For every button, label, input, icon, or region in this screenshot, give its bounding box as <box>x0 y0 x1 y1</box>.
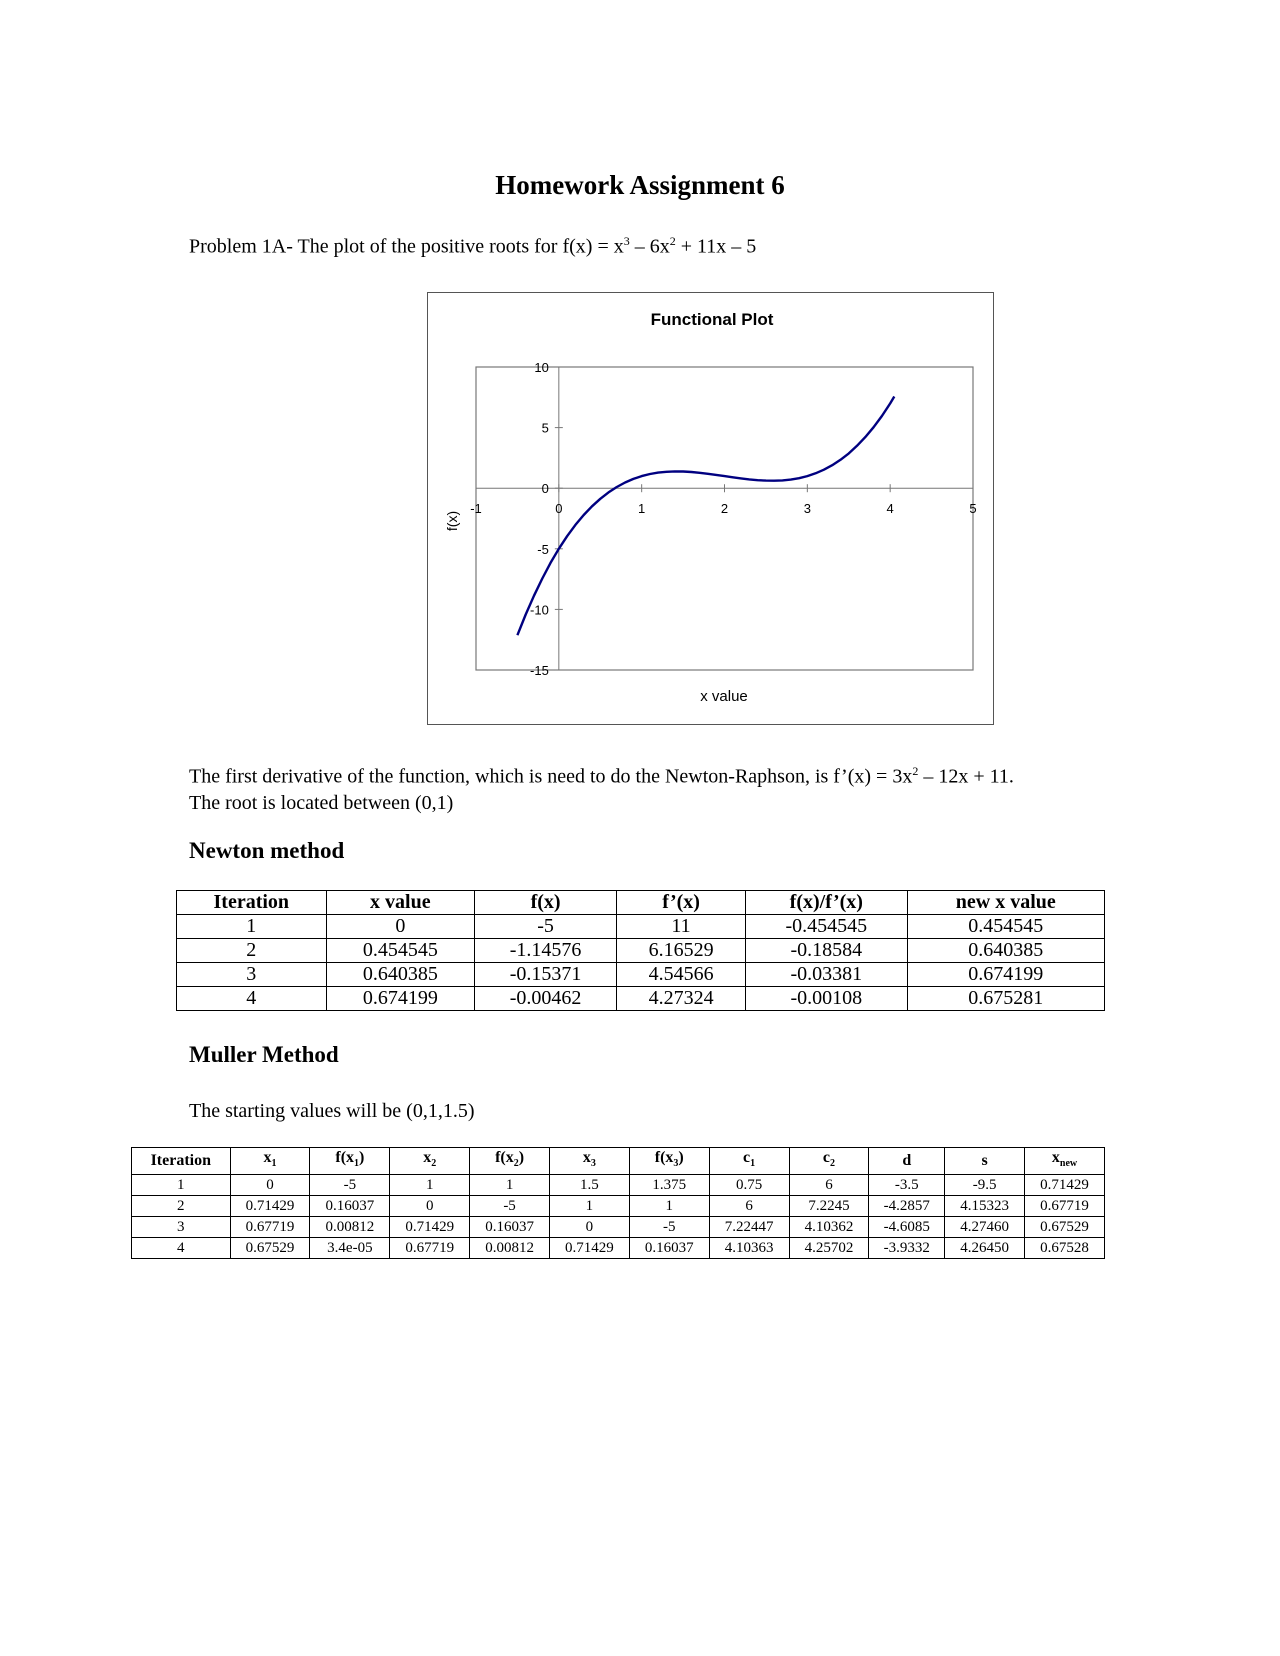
muller-section-title: Muller Method <box>189 1042 339 1067</box>
table-cell: -0.15371 <box>475 963 617 987</box>
table-cell: 0 <box>549 1217 629 1238</box>
table-cell: 1 <box>132 1175 231 1196</box>
table-cell: -0.454545 <box>746 915 908 939</box>
y-tick-label: 5 <box>541 420 549 436</box>
y-axis-label: f(x) <box>444 510 460 532</box>
table-row <box>177 915 1105 939</box>
header-subscript: 1 <box>750 1158 756 1170</box>
problem-statement <box>189 234 756 259</box>
table-cell: 0 <box>390 1196 470 1217</box>
header-close: ) <box>359 1149 365 1166</box>
table-cell: -0.18584 <box>746 939 908 963</box>
header-base: x <box>263 1149 272 1166</box>
table-cell: 4.27324 <box>617 987 746 1011</box>
x-tick-label: 5 <box>969 501 977 517</box>
muller-header-cell <box>230 1148 310 1175</box>
functional-plot-chart <box>427 292 994 725</box>
table-cell: 0 <box>326 915 475 939</box>
table-cell: -5 <box>470 1196 550 1217</box>
table-cell: 4.10362 <box>789 1217 869 1238</box>
table-cell: 7.2245 <box>789 1196 869 1217</box>
header-close: ) <box>678 1149 684 1166</box>
muller-header-cell <box>310 1148 390 1175</box>
table-cell: 1 <box>629 1196 709 1217</box>
newton-header-cell: f’(x) <box>617 891 746 915</box>
muller-header-cell <box>132 1148 231 1175</box>
table-cell: 4.15323 <box>945 1196 1025 1217</box>
muller-header-cell <box>789 1148 869 1175</box>
muller-header-cell <box>709 1148 789 1175</box>
muller-header-cell <box>869 1148 945 1175</box>
problem-prefix: Problem 1A- The plot of the positive roots for f(x) = x <box>189 235 624 258</box>
derivative-prefix: The first derivative of the function, which is need to do the Newton-Raphson, is f’(x) = 3x <box>189 765 913 788</box>
table-cell: 0.00812 <box>470 1238 550 1259</box>
table-cell: 7.22447 <box>709 1217 789 1238</box>
table-cell: 0.71429 <box>230 1196 310 1217</box>
muller-header-cell <box>945 1148 1025 1175</box>
muller-table <box>131 1147 1105 1259</box>
x-tick-label: 0 <box>555 501 563 517</box>
table-cell: 2 <box>177 939 327 963</box>
table-cell: 0.16037 <box>629 1238 709 1259</box>
header-base: x <box>582 1149 591 1166</box>
table-cell: -0.00462 <box>475 987 617 1011</box>
table-cell: 0.640385 <box>907 939 1104 963</box>
table-cell: -5 <box>475 915 617 939</box>
header-base: c <box>743 1149 751 1166</box>
chart-canvas <box>428 293 995 726</box>
newton-header-cell: f(x) <box>475 891 617 915</box>
table-row <box>177 963 1105 987</box>
table-cell: 4.54566 <box>617 963 746 987</box>
table-cell: 0.71429 <box>390 1217 470 1238</box>
newton-header-cell: f(x)/f’(x) <box>746 891 908 915</box>
table-cell: 6.16529 <box>617 939 746 963</box>
derivative-exponent: 2 <box>912 764 919 778</box>
header-base: f(x <box>495 1149 514 1166</box>
table-cell: 0.675281 <box>907 987 1104 1011</box>
header-subscript: 2 <box>431 1158 437 1170</box>
table-row <box>132 1175 1105 1196</box>
header-subscript: 1 <box>271 1158 277 1170</box>
table-cell: 0.67719 <box>1025 1196 1105 1217</box>
table-cell: 0.640385 <box>326 963 475 987</box>
header-subscript: 3 <box>673 1158 679 1170</box>
newton-header-cell: x value <box>326 891 475 915</box>
table-cell: 0.16037 <box>310 1196 390 1217</box>
table-cell: 3.4e-05 <box>310 1238 390 1259</box>
x-tick-label: 2 <box>720 501 729 517</box>
table-cell: 4.26450 <box>945 1238 1025 1259</box>
table-cell: 0.75 <box>709 1175 789 1196</box>
table-cell: 0.454545 <box>326 939 475 963</box>
table-cell: 0.67719 <box>390 1238 470 1259</box>
table-cell: -5 <box>629 1217 709 1238</box>
table-cell: 6 <box>709 1196 789 1217</box>
table-cell: 6 <box>789 1175 869 1196</box>
y-tick-label: -10 <box>530 602 549 618</box>
table-cell: 0.454545 <box>907 915 1104 939</box>
table-cell: 0.71429 <box>549 1238 629 1259</box>
table-cell: -5 <box>310 1175 390 1196</box>
table-cell: 0.674199 <box>326 987 475 1011</box>
table-cell: 0.00812 <box>310 1217 390 1238</box>
muller-header-cell <box>1025 1148 1105 1175</box>
muller-intro: The starting values will be (0,1,1.5) <box>189 1100 475 1122</box>
problem-exponent-2: 2 <box>669 234 676 248</box>
table-row <box>177 939 1105 963</box>
header-close: ) <box>518 1149 525 1166</box>
table-cell: 0.67529 <box>1025 1217 1105 1238</box>
table-cell: 4 <box>132 1238 231 1259</box>
problem-mid: – 6x <box>629 235 670 258</box>
header-subscript: 2 <box>829 1158 835 1170</box>
chart-title: Functional Plot <box>650 310 774 329</box>
table-cell: 1 <box>390 1175 470 1196</box>
table-cell: -9.5 <box>945 1175 1025 1196</box>
x-axis-label: x value <box>700 688 748 705</box>
table-cell: 4 <box>177 987 327 1011</box>
table-cell: 0.71429 <box>1025 1175 1105 1196</box>
table-cell: 4.27460 <box>945 1217 1025 1238</box>
derivative-line-1 <box>189 758 1014 790</box>
header-base: Iteration <box>150 1152 212 1170</box>
derivative-line-2: The root is located between (0,1) <box>189 791 454 814</box>
header-subscript: new <box>1059 1158 1078 1170</box>
table-cell: 3 <box>132 1217 231 1238</box>
table-cell: -0.03381 <box>746 963 908 987</box>
table-cell: 2 <box>132 1196 231 1217</box>
series-line <box>517 397 894 636</box>
table-cell: 1 <box>177 915 327 939</box>
header-base: c <box>822 1149 830 1166</box>
muller-header-row <box>132 1148 1105 1175</box>
table-cell: 4.10363 <box>709 1238 789 1259</box>
table-row <box>177 987 1105 1011</box>
problem-suffix: + 11x – 5 <box>675 235 757 258</box>
table-cell: 0.67528 <box>1025 1238 1105 1259</box>
table-cell: 1.375 <box>629 1175 709 1196</box>
newton-table <box>176 890 1105 1011</box>
muller-header-cell <box>549 1148 629 1175</box>
problem-exponent-3: 3 <box>623 234 630 248</box>
muller-header-cell <box>470 1148 550 1175</box>
table-cell: 0.674199 <box>907 963 1104 987</box>
table-cell: 0 <box>230 1175 310 1196</box>
page-title: Homework Assignment 6 <box>495 170 785 200</box>
newton-header-cell: Iteration <box>177 891 327 915</box>
header-base: x <box>423 1149 432 1166</box>
header-subscript: 1 <box>354 1158 360 1170</box>
table-cell: 1 <box>549 1196 629 1217</box>
x-tick-label: 1 <box>638 501 646 517</box>
y-tick-label: 10 <box>534 360 549 375</box>
header-base: x <box>1051 1149 1060 1166</box>
table-cell: 1 <box>470 1175 550 1196</box>
header-base: s <box>981 1152 988 1170</box>
y-tick-label: -5 <box>537 541 549 557</box>
header-base: f(x <box>335 1149 355 1166</box>
x-tick-label: -1 <box>470 501 482 517</box>
table-cell: -4.2857 <box>869 1196 945 1217</box>
header-base: f(x <box>654 1149 674 1166</box>
header-subscript: 3 <box>590 1158 596 1170</box>
table-cell: 0.67529 <box>230 1238 310 1259</box>
plot-area <box>476 367 973 670</box>
muller-header-cell <box>629 1148 709 1175</box>
header-base: d <box>902 1152 912 1170</box>
derivative-text <box>189 758 1014 816</box>
table-cell: 1.5 <box>549 1175 629 1196</box>
table-row <box>132 1196 1105 1217</box>
newton-section-title: Newton method <box>189 838 345 863</box>
y-tick-label: 0 <box>541 481 549 497</box>
table-cell: 3 <box>177 963 327 987</box>
table-cell: -1.14576 <box>475 939 617 963</box>
table-cell: -3.5 <box>869 1175 945 1196</box>
x-tick-label: 4 <box>886 501 894 517</box>
table-row <box>132 1238 1105 1259</box>
header-subscript: 2 <box>513 1158 519 1170</box>
muller-header-cell <box>390 1148 470 1175</box>
table-cell: -3.9332 <box>869 1238 945 1259</box>
newton-header-cell: new x value <box>907 891 1104 915</box>
table-cell: 0.16037 <box>470 1217 550 1238</box>
table-cell: 4.25702 <box>789 1238 869 1259</box>
newton-header-row <box>177 891 1105 915</box>
x-tick-label: 3 <box>803 501 811 517</box>
table-cell: -4.6085 <box>869 1217 945 1238</box>
table-cell: -0.00108 <box>746 987 908 1011</box>
table-cell: 11 <box>617 915 746 939</box>
y-tick-label: -15 <box>530 663 549 678</box>
table-row <box>132 1217 1105 1238</box>
derivative-suffix: – 12x + 11. <box>918 765 1014 788</box>
table-cell: 0.67719 <box>230 1217 310 1238</box>
